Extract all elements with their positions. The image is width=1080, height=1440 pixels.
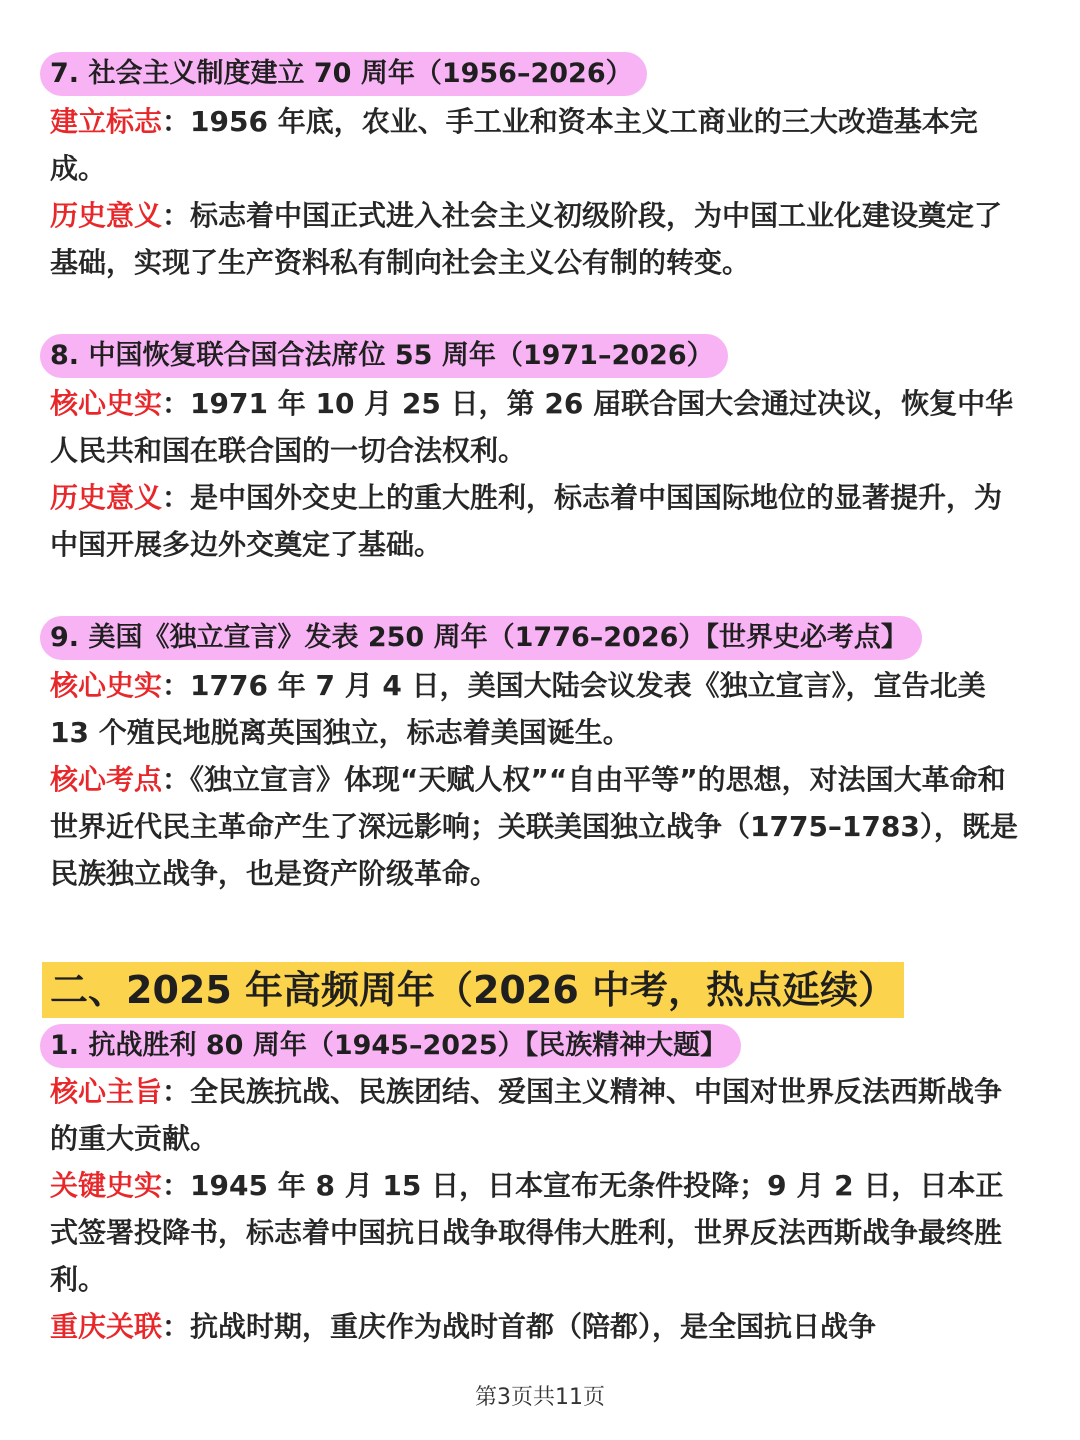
para-text: 1956 年底，农业、手工业和资本主义工商业的三大改造基本完成。 [50,105,978,185]
para-text: 是中国外交史上的重大胜利，标志着中国国际地位的显著提升，为中国开展多边外交奠定了基础。 [50,481,1003,561]
para-text: 标志着中国正式进入社会主义初级阶段，为中国工业化建设奠定了基础，实现了生产资料私有制向社会主义公有制的转变。 [50,199,1003,279]
para-text: 全民族抗战、民族团结、爱国主义精神、中国对世界反法西斯战争的重大贡献。 [50,1075,1003,1155]
section-item-1-heading: 1. 抗战胜利 80 周年（1945–2025）【民族精神大题】 [40,1024,741,1068]
section-title: 二、2025 年高频周年（2026 中考，热点延续） [42,962,904,1018]
item-9-para-2: 核心考点：《独立宣言》体现“天赋人权”“自由平等”的思想，对法国大革命和世界近代民主革命产生了深远影响；关联美国独立战争（1775–1783），既是民族独立战争，也是资产阶级革命。 [50,763,1018,890]
para-text: 抗战时期，重庆作为战时首都（陪都），是全国抗日战争 [190,1310,877,1343]
para-label: 关键史实 [50,1169,163,1202]
item-7-para-2: 历史意义：标志着中国正式进入社会主义初级阶段，为中国工业化建设奠定了基础，实现了生产资料私有制向社会主义公有制的转变。 [50,199,1003,279]
item-7-para-1: 建立标志：1956 年底，农业、手工业和资本主义工商业的三大改造基本完成。 [50,105,978,185]
para-label: 核心主旨 [50,1075,163,1108]
item-9-heading: 9. 美国《独立宣言》发表 250 周年（1776–2026）【世界史必考点】 [40,616,922,660]
para-label: 历史意义 [50,481,163,514]
section-item-1-para-2: 关键史实：1945 年 8 月 15 日，日本宣布无条件投降；9 月 2 日，日本正式签署投降书，标志着中国抗日战争取得伟大胜利，世界反法西斯战争最终胜利。 [50,1169,1004,1296]
para-text: 1776 年 7 月 4 日，美国大陆会议发表《独立宣言》，宣告北美 13 个殖民地脱离英国独立，标志着美国诞生。 [50,669,986,749]
item-8-heading: 8. 中国恢复联合国合法席位 55 周年（1971–2026） [40,334,728,378]
section-item-1-para-3: 重庆关联：抗战时期，重庆作为战时首都（陪都），是全国抗日战争 [50,1310,877,1343]
section-item-1-para-1: 核心主旨：全民族抗战、民族团结、爱国主义精神、中国对世界反法西斯战争的重大贡献。 [50,1075,1003,1155]
para-label: 核心考点 [50,763,163,796]
para-text: 1971 年 10 月 25 日，第 26 届联合国大会通过决议，恢复中华人民共和国在联合国的一切合法权利。 [50,387,1014,467]
para-label: 重庆关联 [50,1310,163,1343]
para-text: 《独立宣言》体现“天赋人权”“自由平等”的思想，对法国大革命和世界近代民主革命产生了深远影响；关联美国独立战争（1775–1783），既是民族独立战争，也是资产阶级革命。 [50,763,1018,890]
para-label: 历史意义 [50,199,163,232]
para-label: 核心史实 [50,669,163,702]
para-text: 1945 年 8 月 15 日，日本宣布无条件投降；9 月 2 日，日本正式签署投降书，标志着中国抗日战争取得伟大胜利，世界反法西斯战争最终胜利。 [50,1169,1004,1296]
item-8-para-2: 历史意义：是中国外交史上的重大胜利，标志着中国国际地位的显著提升，为中国开展多边外交奠定了基础。 [50,481,1003,561]
item-9-para-1: 核心史实：1776 年 7 月 4 日，美国大陆会议发表《独立宣言》，宣告北美 13 个殖民地脱离英国独立，标志着美国诞生。 [50,669,986,749]
para-label: 建立标志 [50,105,163,138]
page-number: 第3页共11页 [475,1385,605,1410]
item-7-heading: 7. 社会主义制度建立 70 周年（1956–2026） [40,52,647,96]
para-label: 核心史实 [50,387,163,420]
item-8-para-1: 核心史实：1971 年 10 月 25 日，第 26 届联合国大会通过决议，恢复中华人民共和国在联合国的一切合法权利。 [50,387,1014,467]
